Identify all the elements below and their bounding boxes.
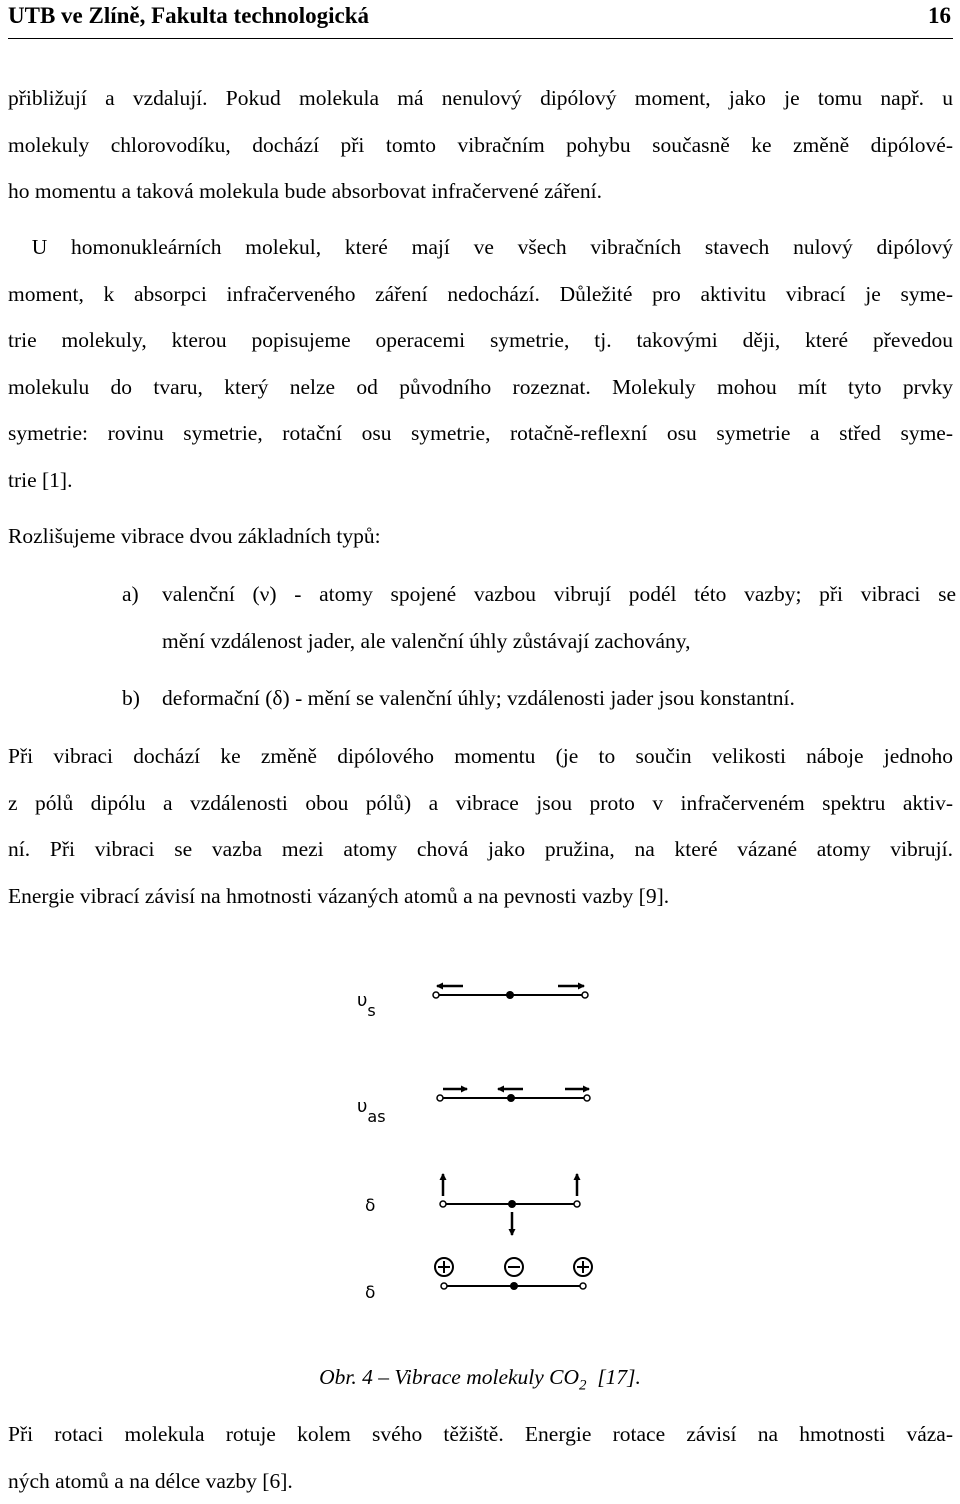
text-line: mění vzdálenost jader, ale valenční úhly zůstávají zachovány, — [162, 618, 956, 665]
paragraph-vibration-types — [8, 513, 953, 560]
text-line: trie molekuly, kterou popisujeme operacemi symetrie, tj. takovými ději, které převedou — [8, 317, 953, 364]
text-line: molekulu do tvaru, který nelze od původního rozeznat. Molekuly mohou mít tyto prvky — [8, 364, 953, 411]
paragraph-rotation — [8, 1411, 953, 1504]
text-line: Energie vibrací závisí na hmotnosti vázaných atomů a na pevnosti vazby [9]. — [8, 873, 953, 920]
text-line: Při rotaci molekula rotuje kolem svého těžiště. Energie rotace závisí na hmotnosti váza- — [8, 1411, 953, 1458]
text-line: moment, k absorpci infračerveného záření nedochází. Důležité pro aktivitu vibrací je syme- — [8, 271, 953, 318]
list-marker: a) — [122, 571, 139, 618]
symmetric-stretch-molecule — [433, 986, 588, 999]
text-line: molekuly chlorovodíku, dochází při tomto vibračním pohybu současně ke změně dipólové- — [8, 122, 953, 169]
text-line: ných atomů a na délce vazby [6]. — [8, 1458, 953, 1504]
symmetric-stretch-label: υs — [357, 990, 376, 1020]
paragraph-dipole-intro — [8, 75, 953, 215]
bending-label-1: δ — [365, 1196, 375, 1216]
page-number: 16 — [928, 3, 951, 29]
minus-charge-icon — [505, 1258, 523, 1276]
text-line: Rozlišujeme vibrace dvou základních typů: — [8, 513, 953, 560]
plus-charge-icon — [574, 1258, 592, 1276]
text-line: symetrie: rovinu symetrie, rotační osu symetrie, rotačně-reflexní osu symetrie a střed syme- — [8, 410, 953, 457]
bending-out-of-plane-molecule — [435, 1258, 592, 1290]
list-marker: b) — [122, 675, 140, 722]
header-title: UTB ve Zlíně, Fakulta technologická — [8, 3, 369, 29]
page-header — [8, 0, 953, 39]
text-line: U homonukleárních molekul, které mají ve všech vibračních stavech nulový dipólový — [8, 224, 953, 271]
text-line: z pólů dipólu a vzdálenosti obou pólů) a vibrace jsou proto v infračerveném spektru aktiv- — [8, 780, 953, 827]
bending-label-2: δ — [365, 1283, 375, 1303]
text-line: valenční (ν) - atomy spojené vazbou vibrují podél této vazby; při vibraci se — [162, 571, 956, 618]
asymmetric-stretch-label: υas — [357, 1096, 386, 1126]
text-line: Při vibraci dochází ke změně dipólového momentu (je to součin velikosti náboje jednoho — [8, 733, 953, 780]
plus-charge-icon — [435, 1258, 453, 1276]
co2-vibration-diagram — [353, 940, 609, 1330]
figure-caption: Obr. 4 – Vibrace molekuly $CO_2$ [17]. — [0, 1357, 960, 1405]
asymmetric-stretch-molecule — [437, 1089, 590, 1102]
text-line: přibližují a vzdalují. Pokud molekula má nenulový dipólový moment, jako je tomu např. u — [8, 75, 953, 122]
text-line: ní. Při vibraci se vazba mezi atomy chová jako pružina, na které vázané atomy vibrují. — [8, 826, 953, 873]
text-line: trie [1]. — [8, 457, 953, 504]
text-line: deformační (δ) - mění se valenční úhly; vzdálenosti jader jsou konstantní. — [162, 675, 956, 722]
paragraph-dipole-change — [8, 733, 953, 919]
text-line: ho momentu a taková molekula bude absorbovat infračervené záření. — [8, 168, 953, 215]
figure-co2-vibrations — [353, 940, 609, 1330]
paragraph-symmetry — [8, 224, 953, 503]
bending-molecule — [440, 1174, 580, 1235]
